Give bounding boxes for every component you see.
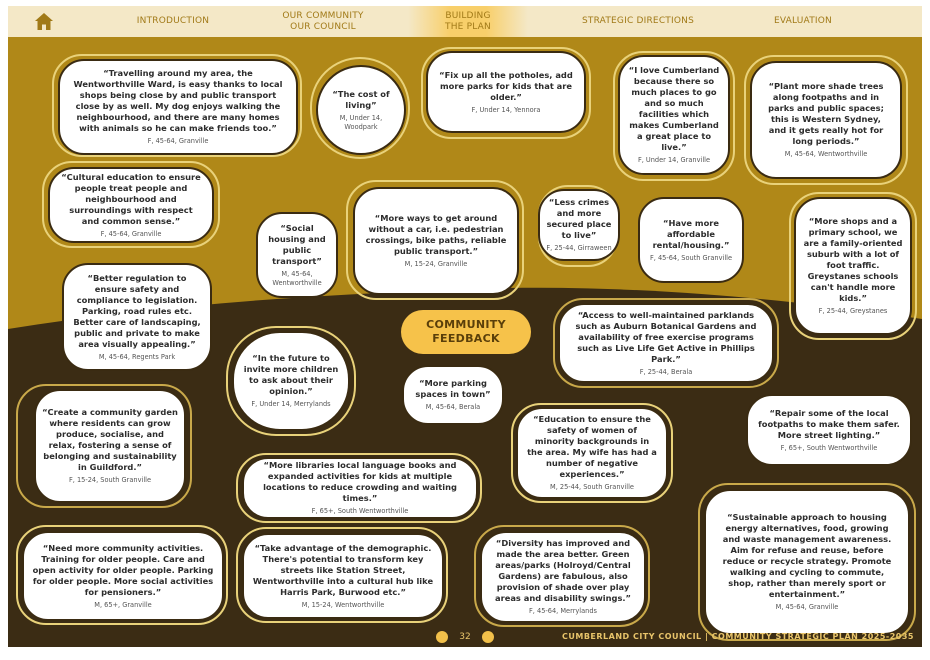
quote-text: “Plant more shade trees along footpaths and in parks and public spaces; this is Western Sydney, and it gets really hot for long periods.” (768, 81, 884, 146)
quote-attribution: M, 45-64, Regents Park (98, 352, 176, 361)
quote-attribution: F, 45-64, Merrylands (529, 607, 597, 615)
quote-bubble (232, 331, 350, 431)
quote-attribution: F, 25-44, Greystanes (818, 307, 888, 315)
quote-text: “Need more community activities. Training for older people. Care and open activity for older people. Parking for older people. More social activities for pensioners.” (32, 542, 214, 597)
quote-text: “Repair some of the local footpaths to make them safer. More street lighting.” (758, 407, 900, 440)
quote-bubble (22, 531, 224, 621)
quote-text: “Education to ensure the safety of women of minority backgrounds in the area. My wife has had a number of negative experiences.” (527, 414, 657, 479)
quote-bubble (256, 212, 338, 298)
quote-bubble (638, 197, 744, 283)
nav-our-community-our-council[interactable]: OUR COMMUNITY OUR COUNCIL (282, 10, 364, 32)
quote-attribution: F, 65+, South Wentworthville (780, 443, 878, 452)
quote-bubble (558, 303, 774, 383)
quote-bubble (794, 197, 912, 335)
quote-text: “More libraries local language books and expanded activities for kids at multiple locations to reduce crowding and waiting times.” (263, 460, 457, 503)
quote-bubble (618, 55, 730, 175)
quote-attribution: F, Under 14, Merrylands (251, 400, 331, 408)
quote-text: “Better regulation to ensure safety and compliance to legislation. Parking, road rules etc. Better care of landscaping, public and private to make area visually appealing.” (73, 272, 201, 349)
quote-attribution: F, 45-64, Granville (147, 137, 209, 145)
quote-text: “Create a community garden where residents can grow produce, socialise, and relax, fostering a sense of belonging and sustainability in Guildford.” (42, 407, 178, 472)
quote-attribution: M, 25-44, South Granville (550, 483, 634, 491)
quote-text: “In the future to invite more children to ask about their opinion.” (243, 353, 339, 396)
quote-text: “More ways to get around without a car, i.e. pedestrian crossings, bike paths, reliable public transport.” (365, 213, 507, 256)
prev-page-dot[interactable] (436, 631, 448, 643)
quote-bubble (402, 365, 504, 425)
quote-text: “Diversity has improved and made the area better. Green areas/parks (Holroyd/Central Gardens) are fabulous, also provision of shade over play areas and disability swings.” (495, 538, 631, 603)
quote-bubble (242, 533, 444, 619)
community-feedback-line1: COMMUNITY (426, 318, 506, 331)
quote-text: “Cultural education to ensure people treat people and neighbourhood and surroundings with respect and common sense.” (61, 171, 201, 226)
quote-attribution: F, 15-24, South Granville (68, 476, 152, 484)
quote-text: “The cost of living” (332, 88, 390, 110)
nav-building-the-plan[interactable]: BUILDING THE PLAN (408, 6, 528, 37)
nav-evaluation[interactable]: EVALUATION (773, 16, 832, 26)
quote-bubble (750, 61, 902, 179)
quote-text: “Have more affordable rental/housing.” (652, 217, 730, 250)
quote-attribution: M, 65+, Granville (94, 600, 152, 609)
footer (8, 627, 922, 647)
quote-attribution: M, Under 14, Woodpark (339, 113, 383, 131)
quote-bubble (58, 59, 298, 155)
quote-attribution: F, 45-64, Granville (100, 229, 162, 238)
quote-bubble (480, 531, 646, 623)
quote-bubble (242, 457, 478, 519)
quote-attribution: F, 45-64, South Granville (649, 253, 733, 262)
footer-title: CUMBERLAND CITY COUNCIL | COMMUNITY STRATEGIC PLAN 2025-2035 (562, 632, 914, 641)
quote-attribution: M, 45-64, Berala (425, 403, 481, 411)
quote-text: “Social housing and public transport” (268, 222, 326, 266)
feedback-panel (8, 37, 922, 647)
quote-bubble (704, 489, 910, 635)
quote-text: “Access to well-maintained parklands such as Auburn Botanical Gardens and availability of free exercise programs such as Live Life Get Active in Phillips Park.” (575, 309, 757, 364)
nav-strategic-directions[interactable]: STRATEGIC DIRECTIONS (581, 16, 694, 26)
quote-attribution: M, 45-64, Wentworthville (784, 150, 868, 158)
quote-text: “Sustainable approach to housing energy alternatives, food, growing and waste management awareness. Aim for refuse and reuse, before reduce or recycle strategy. Promote walking and cycling to commute, shop, rather than merely sport or entertainment.” (722, 512, 892, 599)
quote-text: “More shops and a primary school, we are a family-oriented suburb with a lot of foot traffic. Greystanes schools can't handle more kids.” (803, 216, 903, 303)
quote-attribution: M, 45-64, Wentworthville (272, 269, 322, 287)
community-feedback-line2: FEEDBACK (432, 332, 500, 345)
community-feedback-label (401, 310, 531, 354)
top-navigation (8, 6, 922, 37)
quote-bubble (538, 189, 620, 261)
quote-attribution: F, Under 14, Granville (637, 156, 711, 164)
quote-text: “I love Cumberland because there so much places to go and so much facilities which makes Cumberland a great place to live.” (628, 65, 720, 152)
quote-attribution: F, Under 14, Yennora (471, 105, 541, 114)
next-page-dot[interactable] (482, 631, 494, 643)
quote-bubble (62, 263, 212, 371)
home-icon[interactable] (34, 12, 54, 31)
quote-bubble (353, 187, 519, 295)
quote-bubble (48, 167, 214, 243)
quote-text: “Fix up all the potholes, add more parks for kids that are older.” (439, 69, 573, 102)
quote-text: “Take advantage of the demographic. There's potential to transform key streets like Station Street, Wentworthville into a cultural hub like Harris Park, Burwood etc.” (252, 542, 434, 597)
quote-bubble (426, 51, 586, 133)
quote-text: “Less crimes and more secured place to live” (546, 197, 612, 240)
quote-attribution: F, 65+, South Wentworthville (311, 507, 409, 515)
page-number: 32 (459, 632, 471, 642)
quote-bubble (34, 389, 186, 503)
quote-bubble (316, 65, 406, 155)
quote-attribution: M, 45-64, Granville (775, 603, 839, 611)
quote-attribution: M, 15-24, Granville (404, 260, 468, 268)
quote-text: “More parking spaces in town” (415, 378, 491, 399)
quote-bubble (516, 407, 668, 499)
quote-bubble (746, 394, 912, 466)
nav-introduction[interactable]: INTRODUCTION (136, 16, 210, 26)
quote-attribution: F, 25-44, Berala (639, 367, 693, 376)
quote-attribution: F, 25-44, Girraween (546, 244, 612, 252)
quote-text: “Travelling around my area, the Wentworthville Ward, is easy thanks to local shops being close by and public transport close by as well. My dog enjoys walking the neighbourhood, and there are many homes with animals so he can make friends too.” (73, 68, 283, 133)
quote-attribution: M, 15-24, Wentworthville (301, 600, 385, 609)
